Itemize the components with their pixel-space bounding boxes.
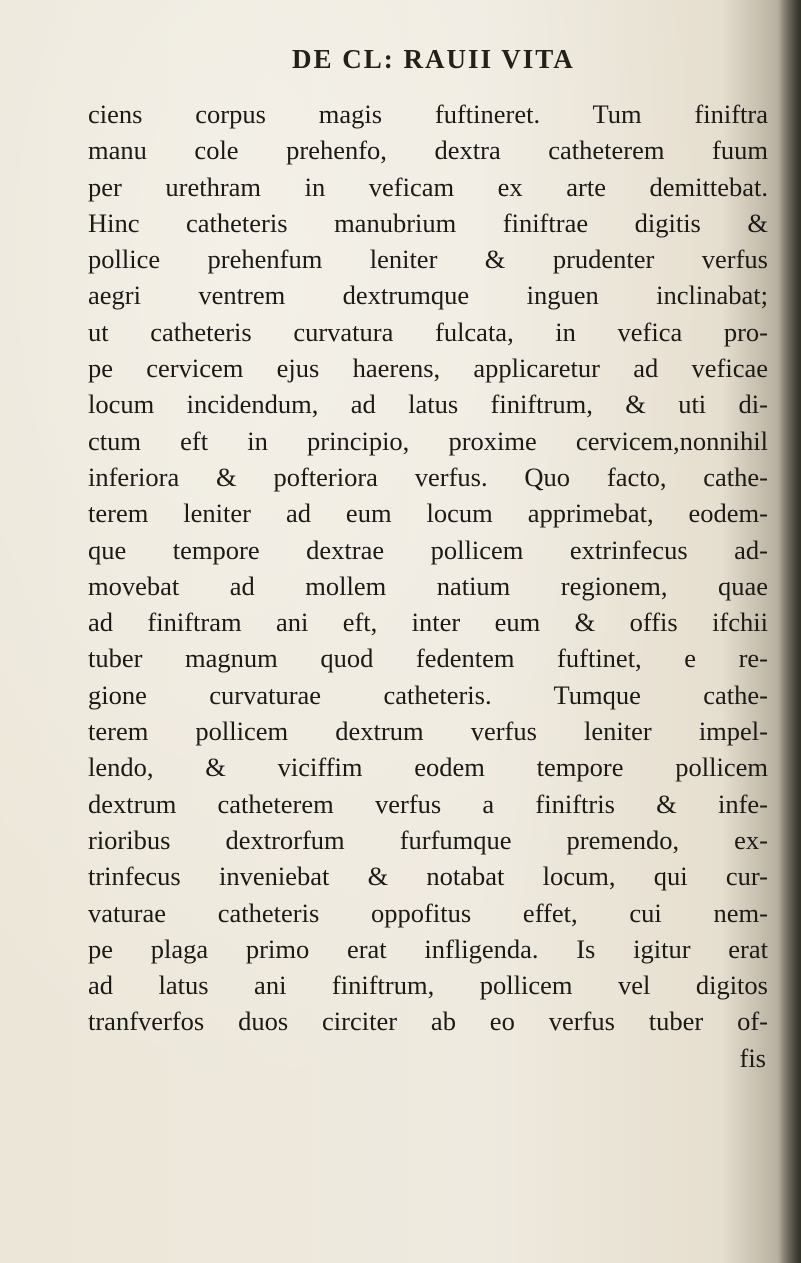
text-line: rioribus dextrorfum furfumque premendo, ex- [88, 824, 768, 855]
text-line: movebat ad mollem natium regionem, quae [88, 570, 768, 601]
text-line: dextrum catheterem verfus a finiftris & infe- [88, 788, 768, 819]
text-line: terem leniter ad eum locum apprimebat, eodem- [88, 498, 768, 529]
text-line: lendo, & viciffim eodem tempore pollicem [88, 752, 768, 783]
text-line: vaturae catheteris oppofitus effet, cui nem- [88, 897, 768, 928]
page-edge-shadow [779, 0, 801, 1263]
text-line: per urethram in veficam ex arte demittebat. [88, 171, 768, 202]
text-line: aegri ventrem dextrumque inguen inclinabat; [88, 280, 768, 311]
text-line: manu cole prehenfo, dextra catheterem fuum [88, 135, 768, 166]
text-line: Hinc catheteris manubrium finiftrae digitis & [88, 207, 768, 238]
text-line: ctum eft in principio, proxime cervicem,nonnihil [88, 425, 768, 456]
text-line: pe cervicem ejus haerens, applicaretur ad veficae [88, 353, 768, 384]
running-head: DE CL: RAUII VITA [292, 44, 575, 74]
text-line: ad finiftram ani eft, inter eum & offis ifchii [88, 607, 768, 638]
text-line: inferiora & pofteriora verfus. Quo facto, cathe- [88, 461, 768, 492]
body-text [88, 96, 768, 1076]
text-line: ad latus ani finiftrum, pollicem vel digitos [88, 970, 768, 1001]
text-line: trinfecus inveniebat & notabat locum, qui cur- [88, 861, 768, 892]
text-line: locum incidendum, ad latus finiftrum, & uti di- [88, 389, 768, 420]
catchword: fis [739, 1042, 766, 1073]
text-line: gione curvaturae catheteris. Tumque cathe- [88, 679, 768, 710]
text-line: tranfverfos duos circiter ab eo verfus tuber of- [88, 1006, 768, 1037]
text-line: pollice prehenfum leniter & prudenter verfus [88, 244, 768, 275]
text-line: ut catheteris curvatura fulcata, in vefica pro- [88, 316, 768, 347]
text-line: pe plaga primo erat infligenda. Is igitur erat [88, 933, 768, 964]
text-line: tuber magnum quod fedentem fuftinet, e re- [88, 643, 768, 674]
text-line: terem pollicem dextrum verfus leniter impel- [88, 716, 768, 747]
text-line: ciens corpus magis fuftineret. Tum finiftra [88, 99, 768, 129]
text-line: que tempore dextrae pollicem extrinfecus ad- [88, 534, 768, 565]
